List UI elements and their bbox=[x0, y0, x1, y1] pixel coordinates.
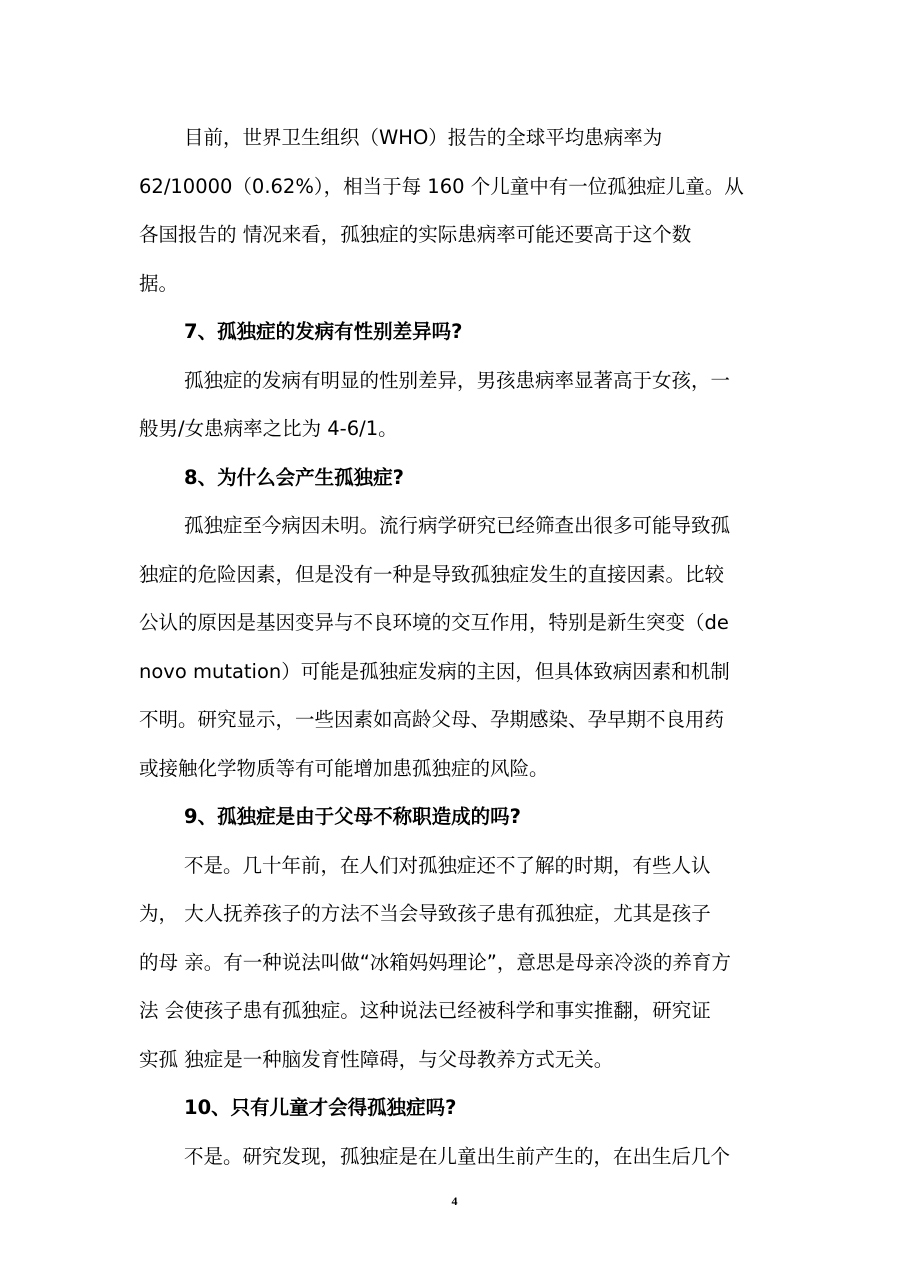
paragraph-line: 不是。几十年前，在人们对孤独症还不了解的时期，有些人认 bbox=[184, 853, 711, 877]
paragraph-line: 公认的原因是基因变异与不良环境的交互作用，特别是新生突变（de bbox=[139, 611, 729, 634]
section-heading: 9、孤独症是由于父母不称职造成的吗? bbox=[184, 805, 521, 828]
paragraph-line: 般男/女患病率之比为 4-6/1。 bbox=[139, 417, 398, 440]
paragraph-line: 实孤 独症是一种脑发育性障碍，与父母教养方式无关。 bbox=[139, 1047, 614, 1071]
paragraph-line: 独症的危险因素，但是没有一种是导致孤独症发生的直接因素。比较 bbox=[139, 562, 725, 586]
section-heading: 7、孤独症的发病有性别差异吗? bbox=[184, 320, 463, 343]
section-heading: 10、只有儿童才会得孤独症吗? bbox=[184, 1096, 457, 1119]
paragraph-line: 各国报告的 情况来看，孤独症的实际患病率可能还要高于这个数 bbox=[139, 223, 692, 246]
paragraph-line: 不是。研究发现，孤独症是在儿童出生前产生的，在出生后几个 bbox=[184, 1144, 731, 1168]
page-number: 4 bbox=[451, 1194, 458, 1208]
paragraph-line: 62/10000（0.62%），相当于每 160 个儿童中有一位孤独症儿童。从 bbox=[139, 174, 744, 198]
body-text bbox=[139, 114, 779, 1181]
paragraph-line: 为， 大人抚养孩子的方法不当会导致孩子患有孤独症，尤其是孩子 bbox=[139, 902, 711, 925]
paragraph-line: novo mutation）可能是孤独症发病的主因，但具体致病因素和机制 bbox=[139, 659, 730, 683]
paragraph-line: 或接触化学物质等有可能增加患孤独症的风险。 bbox=[139, 756, 549, 780]
paragraph-line: 的母 亲。有一种说法叫做“冰箱妈妈理论”，意思是母亲冷淡的养育方 bbox=[139, 950, 731, 974]
paragraph-line: 不明。研究显示，一些因素如高龄父母、孕期感染、孕早期不良用药 bbox=[139, 708, 725, 731]
paragraph-line: 孤独症至今病因未明。流行病学研究已经筛查出很多可能导致孤 bbox=[184, 514, 731, 537]
paragraph-line: 据。 bbox=[139, 271, 179, 295]
section-heading: 8、为什么会产生孤独症? bbox=[184, 465, 404, 489]
paragraph-line: 目前，世界卫生组织（WHO）报告的全球平均患病率为 bbox=[184, 126, 663, 149]
paragraph-line: 孤独症的发病有明显的性别差异，男孩患病率显著高于女孩，一 bbox=[184, 368, 731, 392]
paragraph-line: 法 会使孩子患有孤独症。这种说法已经被科学和事实推翻，研究证 bbox=[139, 999, 711, 1022]
